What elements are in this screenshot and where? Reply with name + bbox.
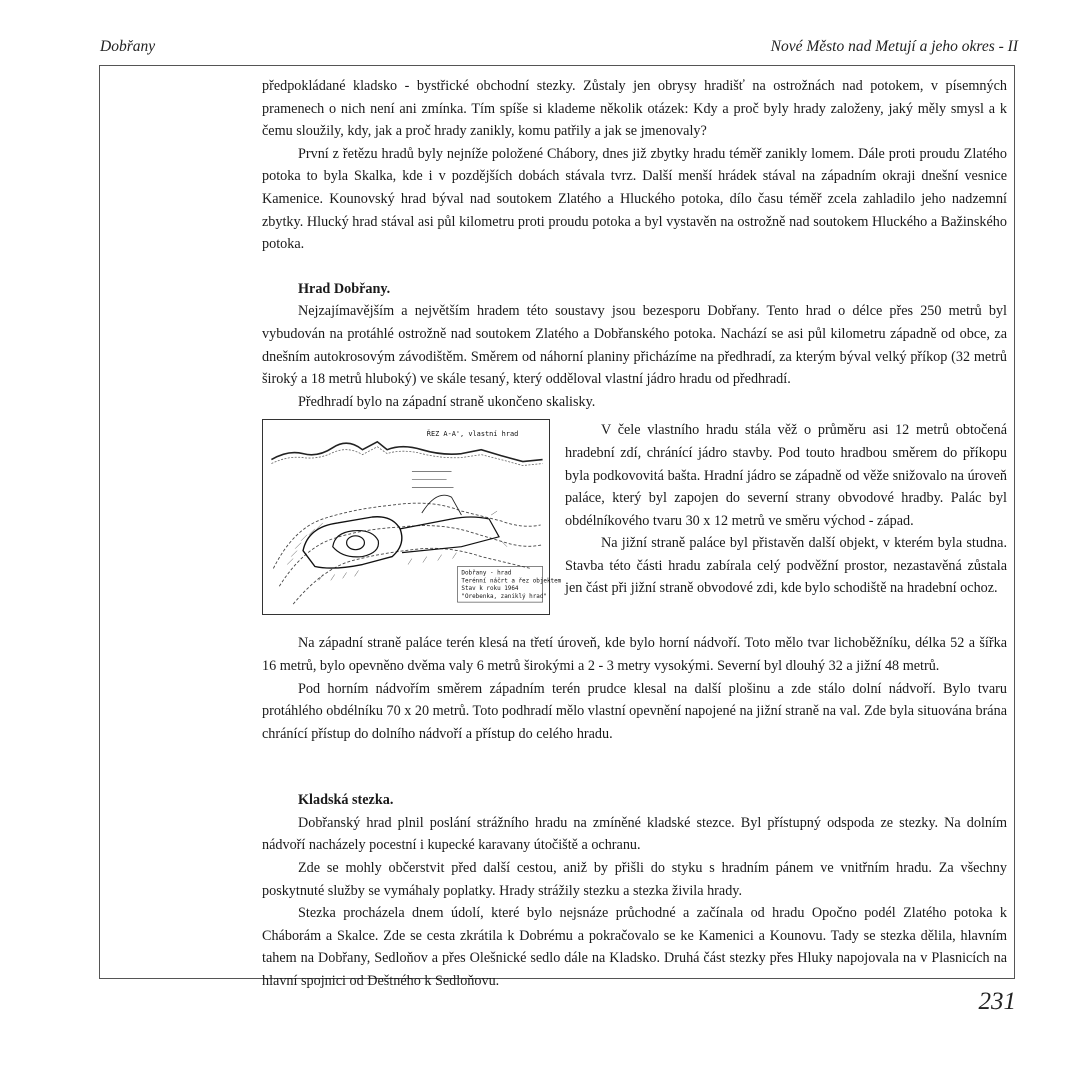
wrapped-text xyxy=(565,419,1007,600)
moat-outline xyxy=(422,496,462,516)
header-right-title: Nové Město nad Metují a jeho okres - II xyxy=(770,38,1018,55)
figure-row xyxy=(262,419,1007,632)
legend-line-3: Stav k roku 1964 xyxy=(461,585,519,593)
paragraph-11: Stezka procházela dnem údolí, které bylo nejsnáze průchodné a začínala od hradu Opočno podél Zlatého potoka k Cháborám a Skalce. Zde se cesta zkrátila k Dobrému a pokračovalo se ke Kamenici a Kounovu. Tady se stezka dělila, hlavním tahem na Dobřany, Sedloňov a přes Olešnické sedlo dále na Kladsko. Druhá část stezky přes Hluky napojovala na v Plasnicích na hlavní spojnici od Deštného k Sedloňovu. xyxy=(262,905,1007,990)
page-number: 231 xyxy=(978,988,1016,1015)
section-heading-kladska-stezka: Kladská stezka. xyxy=(298,792,394,809)
castle-inner-core xyxy=(333,531,379,557)
paragraph-5: V čele vlastního hradu stála věž o průměru asi 12 metrů obtočená hradební zdí, chránící jádro stavby. Pod touto hradbou směrem do příkopu byla podkovovitá bašta. Hradní jádro se západně od věže snižovalo na úroveň paláce, který byl zapojen do severní strany obvodové hradby. Palác byl obdélníkového tvaru 30 x 12 metrů ve směru východ - západ. xyxy=(565,422,1007,529)
paragraph-6: Na jižní straně paláce byl přistavěn další objekt, v kterém byla studna. Stavba této části hradu zabírala celý podvěžní prostor, nezastavěná zůstala jen část při jižní straně obvodové zdi, kde bylo schodiště na hradební ochoz. xyxy=(565,535,1007,597)
paragraph-9: Dobřanský hrad plnil poslání strážního hradu na zmíněné kladské stezce. Byl přístupný odspoda ze stezky. Na dolním nádvoří nacházely pocestní i kupecké karavany útočiště a ochranu. xyxy=(262,814,1007,854)
legend-line-1: Dobřany - hrad xyxy=(461,569,512,577)
paragraph-10: Zde se mohly občerstvit před další cestou, aniž by přišli do styku s hradním pánem ve vnitřním hradu. Za všechny poskytnuté služby se vymáhaly poplatky. Hrady strážily stezku a stezka živila hrady. xyxy=(262,860,1007,899)
paragraph-8: Pod horním nádvořím směrem západním terén prudce klesal na další plošinu a zde stálo dolní nádvoří. Bylo tvaru protáhlého obdélníku 70 x 20 metrů. Toto podhradí mělo vlastní opevnění napojené na jižní straně na val. Zde byla situována brána chránící přístup do dolního nádvoří a přístup do celého hradu. xyxy=(262,680,1007,742)
header-left-title: Dobřany xyxy=(100,38,156,55)
contour-1 xyxy=(273,503,540,568)
legend-line-4: "Orebenka, zaniklý hrad" xyxy=(461,593,548,601)
paragraph-1: předpokládané kladsko - bystřické obchodní stezky. Zůstaly jen obrysy hradišť na ostrožnách nad potokem, v písemných pramenech o nich není ani zmínka. Tím spíše si klademe několik otázek: Kdy a proč byly hrady založeny, jaký měly smysl a k čemu sloužily, kdy, jak a proč hrady zanikly, komu patřily a jak se jmenovaly? xyxy=(262,78,1007,140)
section-heading-hrad-dobrany: Hrad Dobřany. xyxy=(298,280,391,297)
tower-outline xyxy=(347,536,365,550)
running-header xyxy=(100,38,1018,60)
legend-line-2: Terénní náčrt a řez objektem xyxy=(461,577,562,585)
paragraph-7: Na západní straně paláce terén klesá na třetí úroveň, kde bylo horní nádvoří. Toto mělo tvar lichoběžníku, délka 52 a šířka 16 metrů, bylo opevněno dvěma valy 6 metrů širokými a 2 - 3 metry vysokými. Severní byl dlouhý 32 a jižní 48 metrů. xyxy=(262,635,1007,674)
main-text-column xyxy=(262,75,1007,993)
paragraph-3: Nejzajímavějším a největším hradem této soustavy jsou bezesporu Dobřany. Tento hrad o délce přes 250 metrů byl vybudován na protáhlé ostrožně nad soutokem Zlatého a Dobřanského potoka. Nachází se asi půl kilometru západně od obce, za dnešním autokrosovým závodištěm. Směrem od náhorní planiny přicházíme na předhradí, za kterým býval velký příkop (32 metrů široký a 18 metrů hluboký) ve skále tesaný, který odděloval vlastní jádro hradu od předhradí. xyxy=(262,303,1007,388)
courtyard-outline xyxy=(400,517,499,553)
castle-plan-figure xyxy=(262,419,562,615)
figure-section-label: ŘEZ A-A', vlastní hrad xyxy=(426,430,519,439)
paragraph-4: Předhradí bylo na západní straně ukončeno skalisky. xyxy=(298,393,596,410)
castle-plan-drawing xyxy=(263,420,562,614)
paragraph-2: První z řetězu hradů byly nejníže položené Chábory, dnes již zbytky hradu téměř zanikly lomem. Dále proti proudu Zlatého potoka to byla Skalka, kde i v pozdějších dobách stávala tvrz. Další menší hrádek stával na západním okraji dnešní vesnice Kamenice. Kounovský hrad býval nad soutokem Zlatého a Hluckého potoka, dílo času téměř zcela zahladilo jeho nadzemní zbytky. Hlucký hrad stával asi půl kilometru proti proudu potoka a byl vystavěn na ostrožně nad soutokem Hluckého a Bažinského potoka. xyxy=(262,145,1007,253)
